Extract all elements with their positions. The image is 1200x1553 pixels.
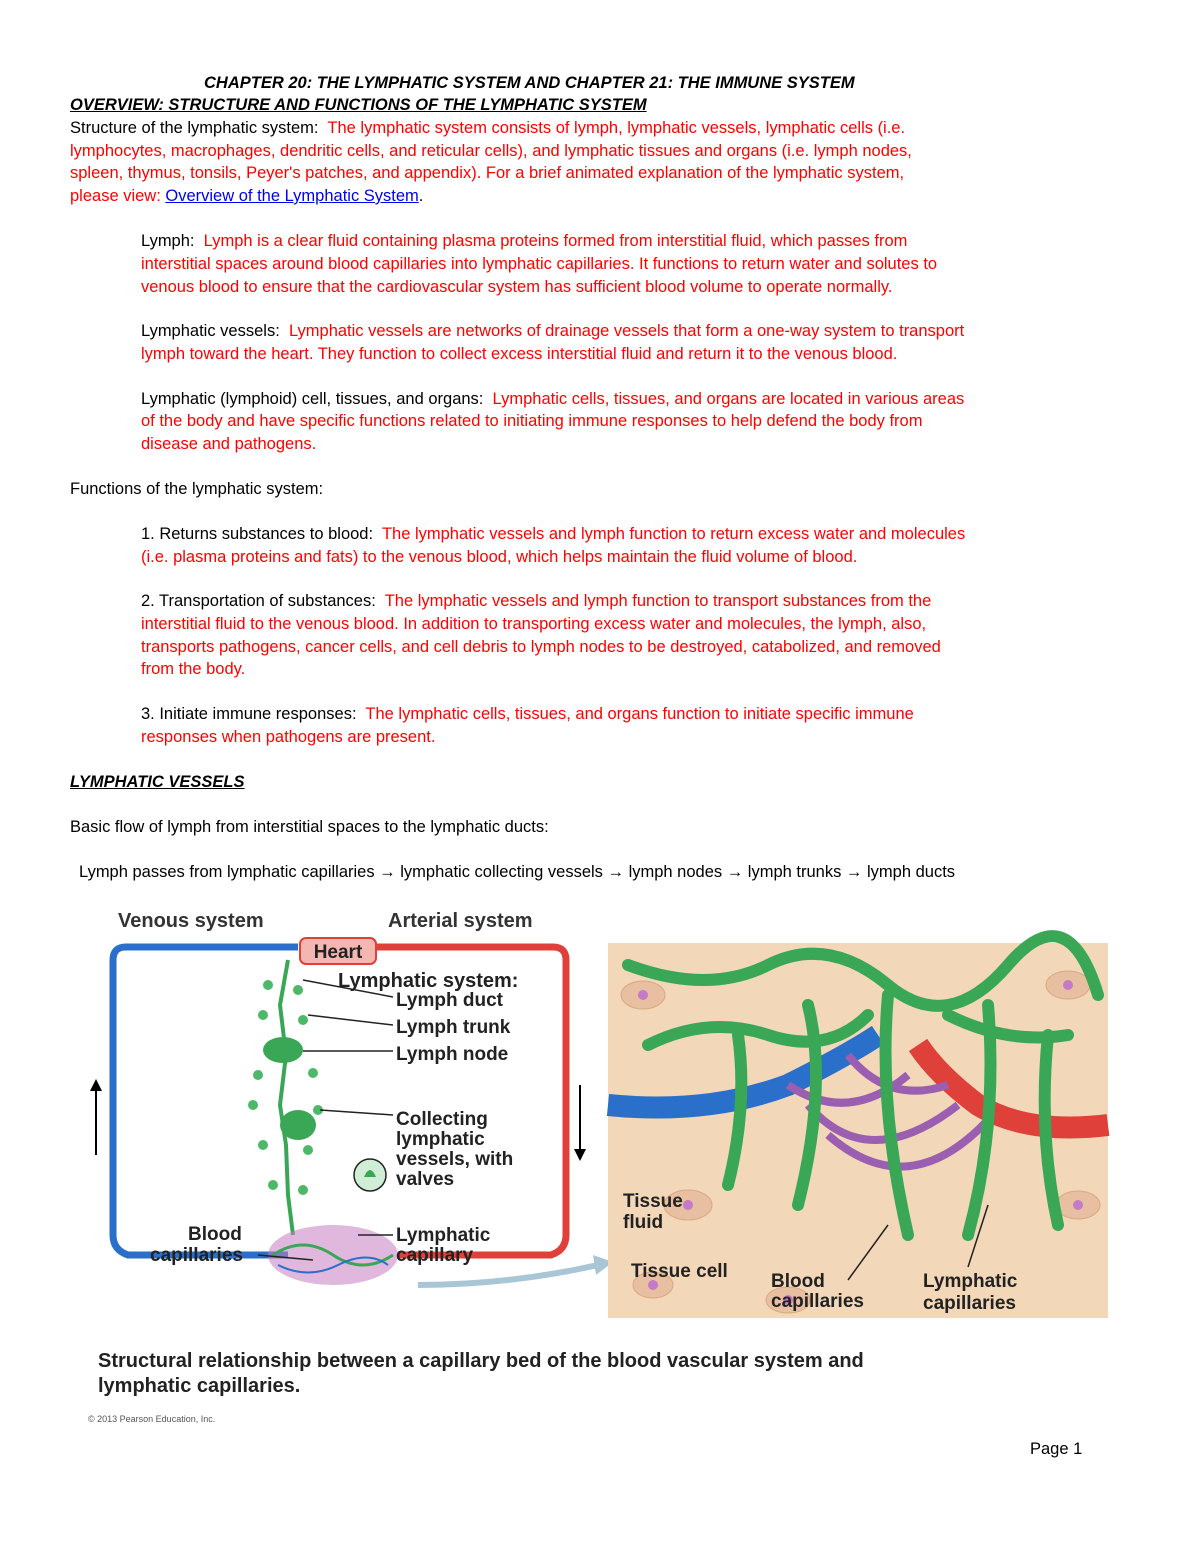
lymph-line-1 — [141, 230, 907, 253]
right-blood-capillaries-label-2: capillaries — [771, 1291, 864, 1312]
function-1-text-1: The lymphatic vessels and lymph function to return excess water and molecules — [381, 525, 966, 543]
collecting-label-4: valves — [396, 1169, 455, 1190]
lymph-node-shape-2 — [280, 1110, 316, 1140]
function-1-line-1 — [141, 523, 965, 546]
vessels-line-1 — [141, 320, 964, 343]
structure-text-4 — [70, 185, 423, 208]
tissue-cell-label: Tissue cell — [631, 1261, 728, 1282]
lymphatic-structure-figure — [88, 905, 1118, 1445]
blood-capillaries-label-2: capillaries — [150, 1245, 243, 1266]
down-arrow-icon — [574, 1149, 586, 1161]
page-number: Page 1 — [1030, 1440, 1083, 1458]
arterial-system-label: Arterial system — [388, 910, 533, 932]
lymph-flow-sequence: Lymph passes from lymphatic capillaries → lymphatic collecting vessels → lymph nodes → lymph trunks → lymph ducts — [79, 863, 956, 881]
functions-label: Functions of the lymphatic system: — [70, 480, 324, 498]
structure-text-1: The lymphatic system consists of lymph, lymphatic vessels, lymphatic cells (i.e. — [327, 119, 906, 137]
function-3-line-1 — [141, 703, 914, 726]
figure-copyright: © 2013 Pearson Education, Inc. — [88, 1414, 216, 1424]
tissue-fluid-label-2: fluid — [623, 1212, 664, 1233]
flow-intro: Basic flow of lymph from interstitial spaces to the lymphatic ducts: — [70, 818, 549, 836]
structure-paragraph-line-1 — [70, 117, 905, 140]
lymph-duct-label: Lymph duct — [396, 990, 503, 1011]
lymph-trunk-vessel — [280, 960, 293, 1235]
function-1-text-2: (i.e. plasma proteins and fats) to the venous blood, which helps maintain the fluid volume of blood. — [141, 548, 858, 566]
function-2-text-3: transports pathogens, cancer cells, and cell debris to lymph nodes to be destroyed, catabolized, and removed — [141, 638, 941, 656]
right-lymphatic-capillaries-label-1: Lymphatic — [923, 1271, 1018, 1292]
lymph-node-shape — [263, 1037, 303, 1063]
cells-label: Lymphatic (lymphoid) cell, tissues, and organs: — [141, 390, 484, 408]
cells-text-2: of the body and have specific functions related to initiating immune responses to help defend the body from — [141, 412, 923, 430]
structure-text-4-prefix: please view: — [70, 187, 166, 205]
function-3-text-2: responses when pathogens are present. — [141, 728, 436, 746]
collecting-label-3: vessels, with — [396, 1149, 514, 1170]
lymphatic-vessels-heading: LYMPHATIC VESSELS — [70, 773, 245, 791]
structure-text-4-suffix: . — [418, 187, 424, 205]
function-2-text-1: The lymphatic vessels and lymph function to transport substances from the — [384, 592, 932, 610]
figure-caption-1: Structural relationship between a capillary bed of the blood vascular system and — [98, 1350, 864, 1372]
venous-system-label: Venous system — [118, 910, 264, 932]
lymphatic-capillary-label-2: capillary — [396, 1245, 474, 1266]
right-blood-capillaries-label-1: Blood — [771, 1271, 825, 1292]
lymph-text-1: Lymph is a clear fluid containing plasma proteins formed from interstitial fluid, which passes from — [203, 232, 908, 250]
capillary-bed-detail — [608, 936, 1108, 1318]
lymph-node-label: Lymph node — [396, 1044, 509, 1065]
lymphatic-overview-link[interactable]: Overview of the Lymphatic System — [165, 187, 419, 205]
overview-heading: OVERVIEW: STRUCTURE AND FUNCTIONS OF THE LYMPHATIC SYSTEM — [70, 96, 647, 114]
function-2-label: 2. Transportation of substances: — [141, 592, 376, 610]
structure-label: Structure of the lymphatic system: — [70, 119, 319, 137]
lymphatic-system-label: Lymphatic system: — [338, 970, 519, 992]
collecting-label-2: lymphatic — [396, 1129, 485, 1150]
function-3-label: 3. Initiate immune responses: — [141, 705, 357, 723]
function-1-label: 1. Returns substances to blood: — [141, 525, 374, 543]
lymph-trunk-label: Lymph trunk — [396, 1017, 511, 1038]
tissue-fluid-label-1: Tissue — [623, 1191, 683, 1212]
lymph-text-2: interstitial spaces around blood capillaries into lymphatic capillaries. It functions to return water and solutes to — [141, 255, 938, 273]
leader-collecting — [320, 1110, 393, 1115]
heart-label: Heart — [313, 942, 363, 963]
vessels-text-2: lymph toward the heart. They function to collect excess interstitial fluid and return it to the venous blood. — [141, 345, 898, 363]
blood-capillaries-label-1: Blood — [188, 1224, 242, 1245]
venous-vessel — [113, 947, 298, 1255]
leader-lymph-trunk — [308, 1015, 393, 1025]
structure-text-2: lymphocytes, macrophages, dendritic cells, and reticular cells), and lymphatic tissues and organs (i.e. lymph nodes, — [70, 142, 912, 160]
document-title: CHAPTER 20: THE LYMPHATIC SYSTEM AND CHAPTER 21: THE IMMUNE SYSTEM — [204, 74, 855, 92]
cells-text-1: Lymphatic cells, tissues, and organs are located in various areas — [492, 390, 965, 408]
lymphatic-capillary-label-1: Lymphatic — [396, 1225, 491, 1246]
lymph-text-3: venous blood to ensure that the cardiovascular system has sufficient blood volume to operate normally. — [141, 278, 893, 296]
figure-caption-2: lymphatic capillaries. — [98, 1375, 301, 1397]
function-3-text-1: The lymphatic cells, tissues, and organs function to initiate specific immune — [365, 705, 914, 723]
circulation-diagram — [90, 910, 613, 1285]
function-2-text-4: from the body. — [141, 660, 246, 678]
vessels-label: Lymphatic vessels: — [141, 322, 280, 340]
collecting-label-1: Collecting — [396, 1109, 488, 1130]
cells-line-1 — [141, 388, 964, 411]
structure-text-3: spleen, thymus, tonsils, Peyer's patches, and appendix). For a brief animated explanation of the lymphatic system, — [70, 164, 905, 182]
up-arrow-icon — [90, 1079, 102, 1091]
function-2-text-2: interstitial fluid to the venous blood. In addition to transporting excess water and molecules, the lymph, also, — [141, 615, 927, 633]
vessels-text-1: Lymphatic vessels are networks of drainage vessels that form a one-way system to transport — [288, 322, 965, 340]
zoom-arrow — [418, 1265, 598, 1285]
lymph-label: Lymph: — [141, 232, 195, 250]
cells-text-3: disease and pathogens. — [141, 435, 317, 453]
function-2-line-1 — [141, 590, 931, 613]
right-lymphatic-capillaries-label-2: capillaries — [923, 1293, 1016, 1314]
